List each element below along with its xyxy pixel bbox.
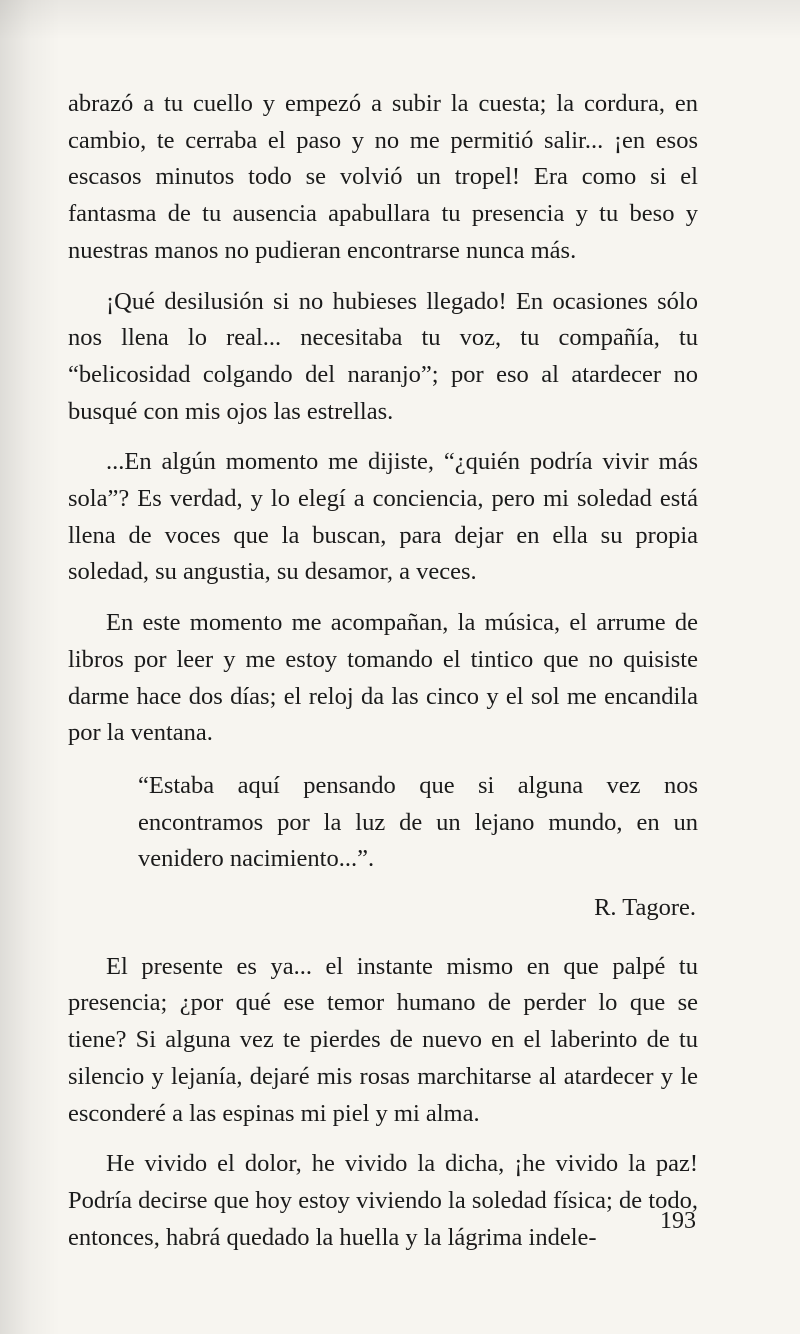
paragraph-1: abrazó a tu cuello y empezó a subir la cuesta; la cordura, en cambio, te cerraba el paso y no me permitió salir... ¡en esos escasos minutos todo se volvió un tropel! Era como si el fantasma de tu ausencia apabullara tu presencia y tu beso y nuestras manos no pudieran encontrarse nunca más. [68,90,698,264]
paragraph-3: ...En algún momento me dijiste, “¿quién podría vivir más sola”? Es verdad, y lo elegí a conciencia, pero mi soledad está llena de voces que la buscan, para dejar en ella su propia soledad, su angustia, su desamor, a veces. [68,448,698,586]
page-body [68,86,698,1256]
page-number: 193 [660,1208,696,1234]
quote-text: “Estaba aquí pensando que si alguna vez nos encontramos por la luz de un lejano mundo, en un venidero nacimiento...”. [138,771,698,873]
paragraph-5: El presente es ya... el instante mismo en que palpé tu presencia; ¿por qué ese temor humano de perder lo que se tiene? Si alguna vez te pierdes de nuevo en el laberinto de tu silencio y lejanía, dejaré mis rosas marchitarse al atardecer y le esconderé a las espinas mi piel y mi alma. [68,952,698,1127]
paragraph-2: ¡Qué desilusión si no hubieses llegado! En ocasiones sólo nos llena lo real... necesitaba tu voz, tu compañía, tu “belicosidad colgando del naranjo”; por eso al atardecer no busqué con mis ojos las estrellas. [68,287,698,425]
paragraph-4: En este momento me acompañan, la música, el arrume de libros por leer y me estoy tomando el tintico que no quisiste darme hace dos días; el reloj da las cinco y el sol me encandila por la ventana. [68,609,698,747]
epigraph-quote [138,768,698,927]
paragraph-6: He vivido el dolor, he vivido la dicha, ¡he vivido la paz! Podría decirse que hoy estoy viviendo la soledad física; de todo, entonces, habrá quedado la huella y la lágrima indele- [68,1150,698,1251]
quote-author: R. Tagore. [594,894,696,922]
